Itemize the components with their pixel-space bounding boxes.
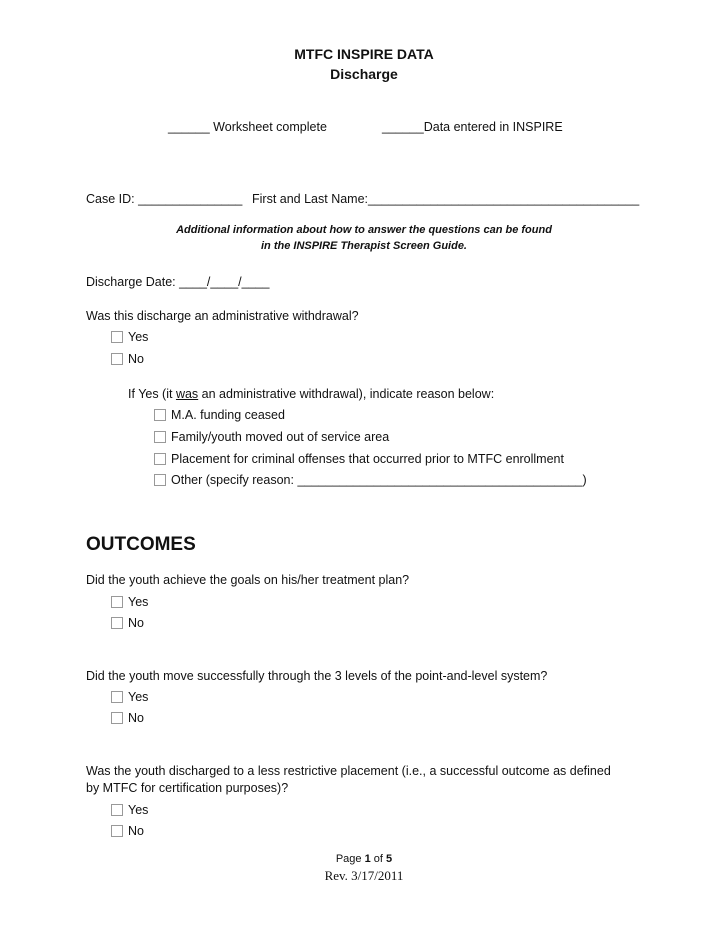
q4-no-checkbox[interactable]: [111, 825, 123, 837]
q1-text: Was this discharge an administrative withdrawal?: [86, 309, 359, 323]
followup-pre: If Yes (it: [128, 387, 176, 401]
reason-checkbox[interactable]: [154, 409, 166, 421]
reason-checkbox[interactable]: [154, 474, 166, 486]
note-line-2: in the INSPIRE Therapist Screen Guide.: [261, 240, 467, 252]
q2-yes-label: Yes: [128, 595, 149, 609]
q4-text-line-2: by MTFC for certification purposes)?: [86, 781, 289, 795]
reason-checkbox[interactable]: [154, 431, 166, 443]
page-number: [0, 851, 728, 867]
case-id-field[interactable]: Case ID: _______________: [86, 192, 243, 206]
document-title: MTFC INSPIRE DATA: [294, 46, 434, 62]
q3-no-checkbox[interactable]: [111, 712, 123, 724]
q4-yes-label: Yes: [128, 803, 149, 817]
q4-text-line-1: Was the youth discharged to a less restrictive placement (i.e., a successful outcome as defined: [86, 764, 611, 778]
q1-yes-checkbox[interactable]: [111, 331, 123, 343]
reason-label: Placement for criminal offenses that occurred prior to MTFC enrollment: [171, 452, 564, 466]
q4-no-label: No: [128, 824, 144, 838]
note-line-1: Additional information about how to answer the questions can be found: [176, 224, 552, 236]
q4-yes-checkbox[interactable]: [111, 804, 123, 816]
q2-text: Did the youth achieve the goals on his/her treatment plan?: [86, 573, 410, 587]
reason-checkbox[interactable]: [154, 453, 166, 465]
current-page: 1: [364, 853, 371, 865]
name-field[interactable]: First and Last Name:_______________________________________: [252, 192, 640, 206]
followup-emphasis: was: [175, 387, 199, 401]
document-subtitle: Discharge: [330, 66, 398, 82]
q3-no-label: No: [128, 711, 144, 725]
reason-label: Family/youth moved out of service area: [171, 430, 390, 444]
reason-label: M.A. funding ceased: [171, 408, 285, 422]
outcomes-heading: OUTCOMES: [86, 534, 196, 555]
data-entered: ______Data entered in INSPIRE: [382, 120, 563, 134]
q3-text: Did the youth move successfully through the 3 levels of the point-and-level system?: [86, 669, 548, 683]
reason-label: Other (specify reason: _________________________________________): [171, 473, 587, 487]
revision-date: Rev. 3/17/2011: [324, 868, 404, 883]
followup-post: an administrative withdrawal), indicate reason below:: [198, 387, 495, 401]
discharge-date-field[interactable]: Discharge Date: ____/____/____: [86, 275, 270, 289]
q1-no-checkbox[interactable]: [111, 353, 123, 365]
q2-yes-checkbox[interactable]: [111, 596, 123, 608]
q3-yes-label: Yes: [128, 690, 149, 704]
q1-yes-label: Yes: [128, 330, 149, 344]
page-pre: Page: [335, 853, 365, 865]
worksheet-complete: ______ Worksheet complete: [168, 120, 327, 134]
q1-followup: [128, 386, 494, 402]
total-pages: 5: [386, 853, 393, 865]
q3-yes-checkbox[interactable]: [111, 691, 123, 703]
page-mid: of: [370, 853, 387, 865]
q2-no-label: No: [128, 616, 144, 630]
q2-no-checkbox[interactable]: [111, 617, 123, 629]
q1-no-label: No: [128, 352, 144, 366]
